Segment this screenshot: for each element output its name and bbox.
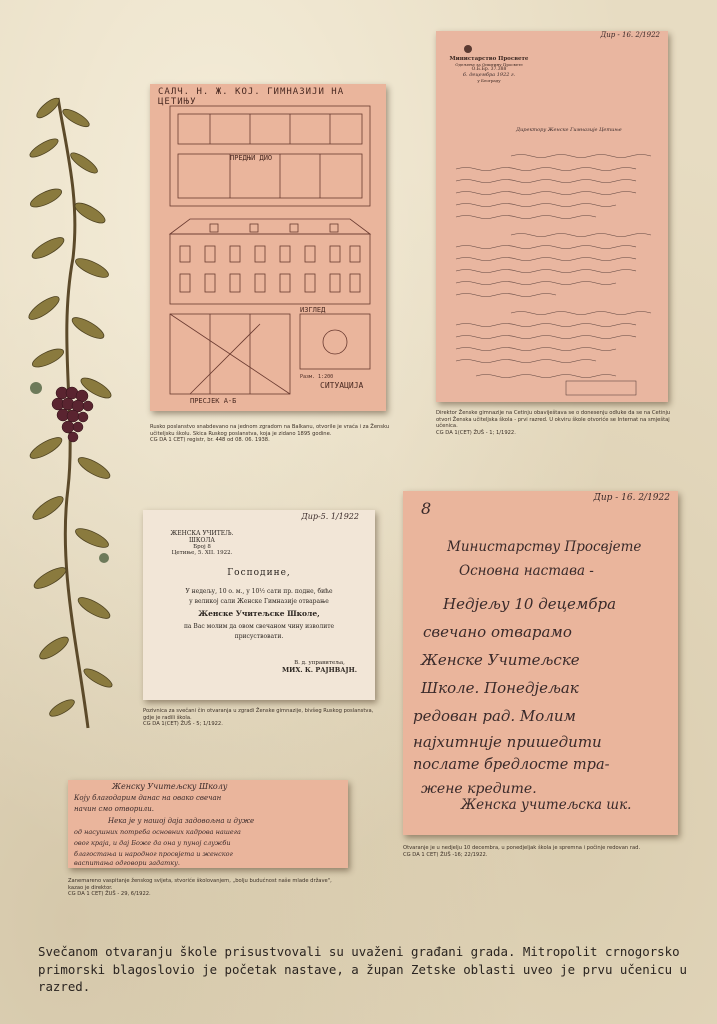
letterhead-line: Одељење за Општину Просвете bbox=[455, 62, 523, 67]
invitation-caption bbox=[143, 708, 379, 728]
letterhead-line: у Београду bbox=[477, 78, 501, 83]
letter-caption-text: Direktor Ženske gimnazije na Cetinju obaviještava se o donesenju odluke da se na Cetinju otvori Ženska učiteljska škola - prvi razred. U okviru škole otvoriće se Internat na smještaj učenica. bbox=[436, 410, 671, 430]
letter-recipient: Директору Женске Гимназије Цетиње bbox=[516, 127, 622, 133]
invitation-stamp: Дир-5. 1/1922 bbox=[301, 512, 359, 521]
letterhead-line: Министарство Просвете bbox=[449, 56, 529, 62]
architectural-plan-document bbox=[150, 84, 386, 411]
invitation-body-1: У недељу, 10 о. м., у 10½ сати пр. подне, биће bbox=[185, 588, 333, 595]
letterhead-line: 6. децембра 1922 г. bbox=[462, 72, 516, 78]
handwritten-telegram-document bbox=[403, 491, 678, 835]
telegram-line: Женска учитељска шк. bbox=[461, 797, 632, 813]
invitation-header bbox=[157, 530, 247, 556]
letter-handwriting-scribble bbox=[436, 31, 668, 402]
telegram-line: редован рад. Молим bbox=[413, 707, 576, 725]
note-line: начин смо отворили. bbox=[74, 805, 154, 813]
telegram-line: жене кредите. bbox=[421, 781, 537, 797]
plan-section-bottom: ПРЕСЈЕК А-Б bbox=[190, 397, 237, 405]
plan-site-label: СИТУАЦИЈА bbox=[320, 381, 364, 390]
telegram-line: Недјељу 10 децембра bbox=[443, 595, 617, 613]
bottom-paragraph: Svečanom otvaranju škole prisustvovali su uvaženi građani grada. Mitropolit crnogorsko primorski blagoslovio je početak nastave, a župan Zetske oblasti uveo je prvu učenicu u razred. bbox=[38, 944, 688, 994]
note-line: овог краја, и дај Боже да она у пуној служби bbox=[74, 839, 231, 847]
note-line: васпитања одговори задатку. bbox=[74, 859, 180, 867]
olive-branch-illustration bbox=[18, 88, 118, 748]
plan-header: САЛЧ. Н. Ж. КОЈ. ГИМНАЗИЈИ НА ЦЕТИЊУ bbox=[158, 87, 345, 107]
ministry-letter-document bbox=[436, 31, 668, 402]
note-line: Нека је у нашој даја задовољна и дуже bbox=[108, 817, 255, 825]
invitation-caption-ref: CG DA 1(CET) ŽUŠ - 5; 1/1922. bbox=[143, 721, 223, 728]
letterhead-line: О.Б.Бр. 37.388 bbox=[471, 67, 507, 72]
invitation-caption-text: Pozivnica za svečani čin otvaranja u zgradi Ženske gimnazije, bivšeg Ruskog poslanstva, gdje je radili škola. bbox=[143, 708, 374, 721]
telegram-line: свечано отварамо bbox=[423, 623, 572, 641]
plan-floor-label: ПРЕДЊИ ДИО bbox=[230, 154, 273, 162]
note-caption bbox=[68, 878, 348, 898]
invitation-signature bbox=[282, 660, 357, 674]
invitation-sign-title: В. д. управитеља, bbox=[294, 660, 345, 666]
telegram-caption bbox=[403, 845, 683, 858]
plan-scale-label: Разм. 1:200 bbox=[300, 374, 334, 380]
letter-caption-ref: CG DA 1(CET) ŽUŠ - 1; 1/1922. bbox=[436, 429, 516, 436]
telegram-line: Женске Учитељске bbox=[421, 651, 580, 669]
note-caption-ref: CG DA 1 CET) ŽUŠ - 29, 6/1922. bbox=[68, 891, 151, 898]
note-line: Женску Учитељску Школу bbox=[112, 782, 228, 791]
invitation-highlight: Женске Учитељске Школе, bbox=[198, 609, 320, 618]
telegram-stamp: Дир - 16. 2/1922 bbox=[593, 493, 670, 503]
plan-caption-text: Rusko poslanstvo snabdevano na jednom zgradom na Balkanu, otvorile je vraća i za Žensku učiteljsku školu. Skica Ruskog poslanstva, koja je zidano 1895 godine. bbox=[150, 424, 390, 437]
invitation-body-4: присуствовати. bbox=[234, 633, 284, 640]
letter-handwritten-stamp: Дир - 16. 2/1922 bbox=[600, 31, 660, 39]
invitation-number: Број 8 bbox=[193, 544, 211, 550]
telegram-caption-ref: CG DA 1 CET) ŽUŠ -16; 22/1922. bbox=[403, 851, 488, 858]
telegram-line: Школе. Понедјељак bbox=[421, 679, 579, 697]
plan-section-label: ИЗГЛЕД bbox=[300, 306, 326, 314]
letter-caption bbox=[436, 410, 672, 436]
invitation-sign-name: МИХ. К. РАЈНВАЈН. bbox=[281, 666, 357, 674]
plan-drawing bbox=[150, 84, 386, 411]
telegram-caption-text: Otvaranje je u nedjelju 10 decembra, u ponedjeljak škola je spremna i počinje redovan rad. bbox=[403, 845, 641, 851]
plan-caption bbox=[150, 424, 390, 444]
note-line: Коју благодарим данас на овако свечан bbox=[74, 794, 222, 802]
invitation-date: Цетиње, 5. XII. 1922. bbox=[171, 550, 233, 556]
note-caption-text: Zanemareno vaspitanje ženskog svijeta, stvoriće školovanjem, „bolju budućnost naše mlade države", kazao je direktor. bbox=[68, 878, 332, 891]
telegram-number: 8 bbox=[421, 499, 432, 518]
invitation-school: ЖЕНСКА УЧИТЕЉ. ШКОЛА bbox=[170, 530, 234, 544]
telegram-line: послате бредлосте тра- bbox=[413, 757, 610, 773]
telegram-line: Основна настава - bbox=[459, 563, 594, 579]
invitation-salutation: Господине, bbox=[227, 568, 291, 578]
handwritten-note-document bbox=[68, 780, 348, 868]
note-line: од насушних потреба основних кадрова нашега bbox=[74, 828, 241, 836]
plan-caption-ref: CG DA 1 CET) registr, br. 448 od 08. 06. 1938. bbox=[150, 437, 270, 444]
note-line: благостања и народног просвјета и женског bbox=[74, 850, 233, 858]
telegram-line: Министарству Просвјете bbox=[447, 539, 642, 555]
invitation-document bbox=[143, 510, 375, 700]
invitation-body-3: па Вас молим да овом свечаном чину изволите bbox=[183, 623, 335, 630]
invitation-body-2: у великој сали Женске Гимназије отварање bbox=[189, 598, 329, 605]
telegram-line: најхитније пришедити bbox=[413, 733, 602, 751]
